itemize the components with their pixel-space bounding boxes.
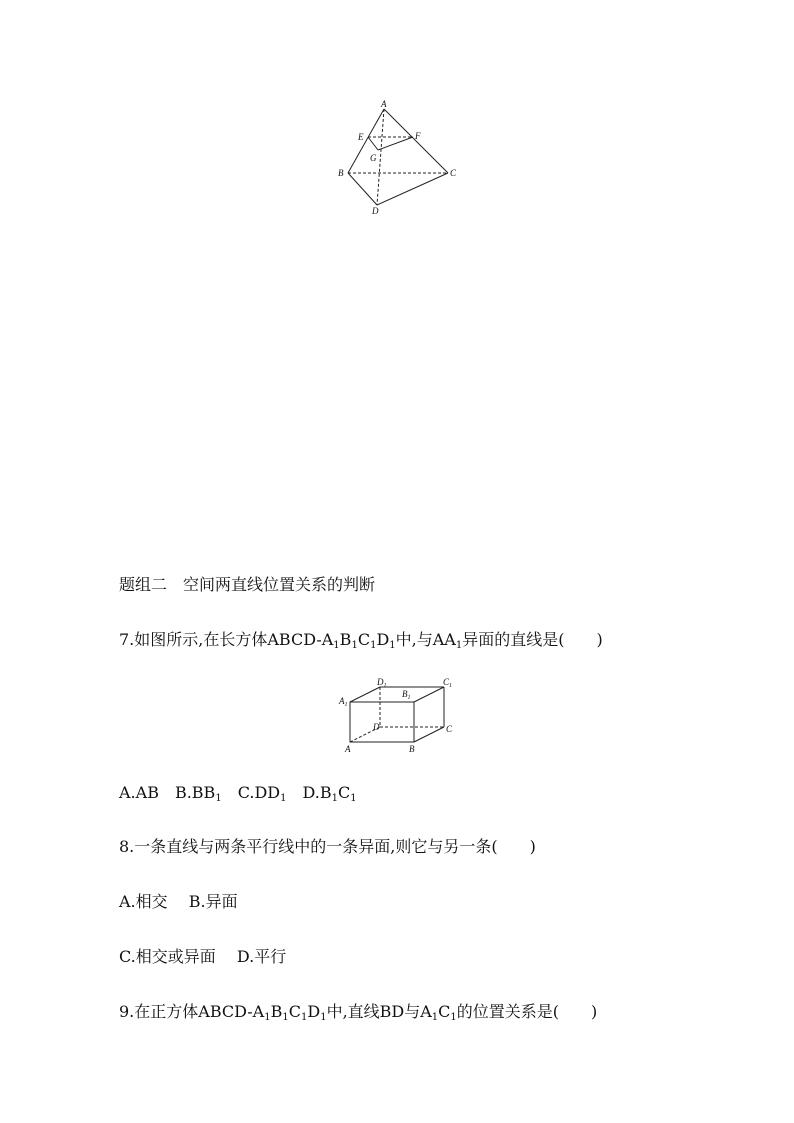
box-label-a: A (345, 744, 351, 754)
q7-option-a-b: A.AB B.BB (119, 783, 216, 802)
q7-sub: 1 (370, 640, 377, 651)
tetrahedron-figure (330, 95, 470, 220)
box-label-c1: $C_1$ (443, 677, 453, 689)
q9-part: C (438, 1002, 451, 1021)
q9-sub: 1 (300, 1012, 308, 1023)
q9-suffix: 的位置关系是( ) (456, 1002, 598, 1021)
q9-sub: 1 (450, 1012, 457, 1023)
box-label-d1: $D_1$ (377, 677, 387, 689)
q7-sub: 1 (351, 640, 358, 651)
q9-prefix: 9.在正方体ABCD-A (119, 1002, 265, 1021)
q7-sub: 1 (333, 640, 340, 651)
q9-sub: 1 (431, 1012, 439, 1023)
vertex-label-c: C (450, 168, 457, 178)
q7-sub: 1 (389, 640, 396, 651)
q9-part: 中,直线BD与A (326, 1002, 432, 1021)
q7-suffix: 异面的直线是( ) (462, 630, 603, 649)
vertex-label-b: B (338, 168, 344, 178)
cuboid-figure (336, 676, 464, 756)
q7-part: 中,与AA (395, 630, 456, 649)
q7-option-sub: 1 (215, 793, 222, 804)
q7-part: D (376, 630, 390, 649)
q7-part: C (357, 630, 371, 649)
q9-sub: 1 (320, 1012, 327, 1023)
q7-options (119, 783, 357, 809)
box-label-b: B (409, 744, 415, 754)
question-7 (119, 630, 603, 656)
q7-sub: 1 (455, 640, 463, 651)
q9-part: B (270, 1002, 283, 1021)
question-9 (119, 1002, 597, 1028)
q7-option-sub: 1 (350, 793, 357, 804)
q9-sub: 1 (282, 1012, 289, 1023)
vertex-label-d: D (372, 206, 379, 216)
question-8: 8.一条直线与两条平行线中的一条异面,则它与另一条( ) (119, 837, 536, 856)
q7-prefix: 7.如图所示,在长方体ABCD-A (119, 630, 334, 649)
box-label-a1: $A_1$ (339, 696, 348, 708)
point-label-f: F (415, 131, 421, 141)
box-label-c: C (446, 724, 453, 734)
q9-sub: 1 (264, 1012, 271, 1023)
q7-option-sub: 1 (331, 793, 338, 804)
q9-part: D (307, 1002, 321, 1021)
vertex-label-a: A (381, 99, 387, 109)
q7-option-d-part: C (337, 783, 351, 802)
q8-options-line-2: C.相交或异面 D.平行 (119, 947, 287, 966)
q7-option-d: D.B (286, 783, 332, 802)
point-label-e: E (358, 132, 364, 142)
box-label-d: D (373, 722, 380, 732)
q7-part: B (339, 630, 352, 649)
q7-option-sub: 1 (280, 793, 287, 804)
point-label-g: G (370, 153, 377, 163)
q9-part: C (288, 1002, 301, 1021)
section-title: 题组二 空间两直线位置关系的判断 (119, 575, 376, 594)
box-label-b1: $B_1$ (402, 689, 411, 701)
q7-option-c: C.DD (221, 783, 281, 802)
q8-options-line-1: A.相交 B.异面 (119, 892, 238, 911)
